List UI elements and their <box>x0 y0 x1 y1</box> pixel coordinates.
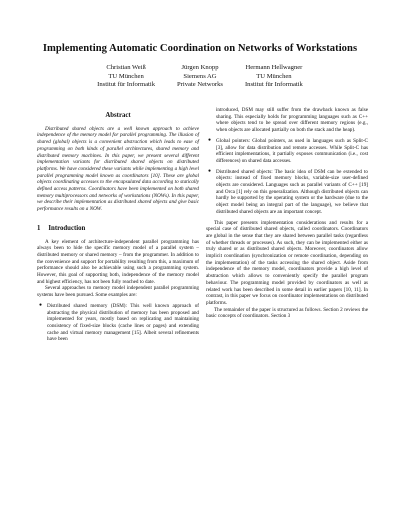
intro-paragraph-2: Several approaches to memory model independent parallel programming systems have been pursued. Some examples are: <box>37 285 199 299</box>
list-item <box>206 169 368 216</box>
intro-paragraph-3: This paper presents implementation considerations and results for a special case of distributed shared objects, called coordinators. Coordinators are global in the sense that they are shared between parallel tasks (regardless of whether threads or processes). As such, they can be implemented either as truly shared or as distributed shared objects. Moreover, coordinators allow implicit coordination (synchronization or remote coordination, depending on the implementation) of the tasks accessing the shared object. Aside from independence of the memory model, coordinators provide a high level of abstraction which allows to conveniently specify the parallel program behaviour. The programming model provided by coordinators as well as related work has been described in some detail in earlier papers [10, 11]. In contrast, in this paper we focus on coordinator implementations on distributed platforms. <box>206 219 368 306</box>
author-name: Hermann Hellwagner <box>245 64 303 71</box>
section-title: Introduction <box>48 224 86 232</box>
bullet-icon: ● <box>39 302 43 308</box>
paper-title: Implementing Automatic Coordination on Networks of Workstations <box>42 43 358 54</box>
author-2 <box>177 64 223 90</box>
section-number: 1 <box>37 224 41 232</box>
bullet-icon: ● <box>208 168 212 174</box>
author-name: Christian Weiß <box>106 64 146 71</box>
list-item <box>37 303 199 343</box>
list-item-text: Distributed shared objects: The basic idea of DSM can be extended to objects: instead of fixed memory blocks, variable-size user-defined objects are considered. Languages such as parallel variants of C++ [19] and Orca [1] rely on this generalization. Although distributed objects can hardly be supported by the operating system or the hardware (due to the object model being an integral part of the language), we believe that distributed shared objects are an important concept. <box>216 168 368 215</box>
author-department: Institut für Informatik <box>97 81 156 89</box>
author-affiliation: TU München <box>256 72 292 80</box>
list-item <box>206 138 368 165</box>
left-column <box>37 113 199 347</box>
author-affiliation: Siemens AG <box>183 72 217 80</box>
abstract-heading: Abstract <box>105 112 131 119</box>
approach-list-continued <box>206 138 368 216</box>
intro-paragraph-4: The remainder of the paper is structured as follows. Section 2 reviews the basic concepts of coordinators. Section 3 <box>206 306 368 320</box>
author-department: Private Networks <box>177 81 223 89</box>
approach-list <box>37 303 199 343</box>
list-item-text: Global pointers: Global pointers, as used in languages such as Split-C [3], allow for data distribution and remote accesses. While Split-C has efficient implementations, it partially exposes communication (i.e., cost differences) on shared data accesses. <box>216 137 368 164</box>
intro-paragraph-1: A key element of architecture-independent parallel programming has always been to hide the specific memory model of a parallel system – distributed memory or shared memory – from the programmer. In addition to the convenience and support for portability resulting from this, a maximum of performance should also be achievable using such a programming system. However, this goal of supporting both, independence of the memory model and highest efficiency, has not been fully reached to date. <box>37 238 199 285</box>
section-heading-introduction <box>37 226 199 233</box>
author-3 <box>245 64 303 90</box>
author-name: Jürgen Knopp <box>181 64 219 71</box>
author-1 <box>97 64 155 90</box>
right-column <box>206 107 368 320</box>
bullet-icon: ● <box>208 137 212 143</box>
list-item-text: Distributed shared memory (DSM): This well known approach of abstracting the physical distribution of memory has been proposed and implemented for years, mostly based on replicating and maintaining consistency of fixed-size blocks (cache lines or pages) and extending cache and virtual memory management [15]. Albeit several refinements have been <box>47 302 199 343</box>
author-affiliation: TU München <box>108 72 144 80</box>
author-block <box>0 64 400 90</box>
author-department: Institut für Informatik <box>244 81 303 89</box>
abstract-text: Distributed shared objects are a well known approach to achieve independence of the memory model for parallel programming. The illusion of shared (global) objects is a convenient abstraction which leads to ease of programming on both kinds of parallel architectures, shared memory and distributed memory machines. In this paper, we present several different implementation variants for distributed shared objects on distributed platforms. We have considered these variants while implementing a high level parallel programming model known as coordinators [10]. These are global objects coordinating accesses to the encapsulated data according to statically defined access patterns. Coordinators have been implemented on both shared memory multiprocessors and networks of workstations (NOWs). In this paper, we describe their implementation as distributed shared objects and give basic performance results on a NOW. <box>37 125 199 213</box>
list-item-continuation: introduced, DSM may still suffer from the drawback known as false sharing. This especially holds for programming languages such as C++ where objects tend to be spread over different memory regions (e.g., when objects are allocated partially on both the stack and the heap). <box>216 107 368 134</box>
